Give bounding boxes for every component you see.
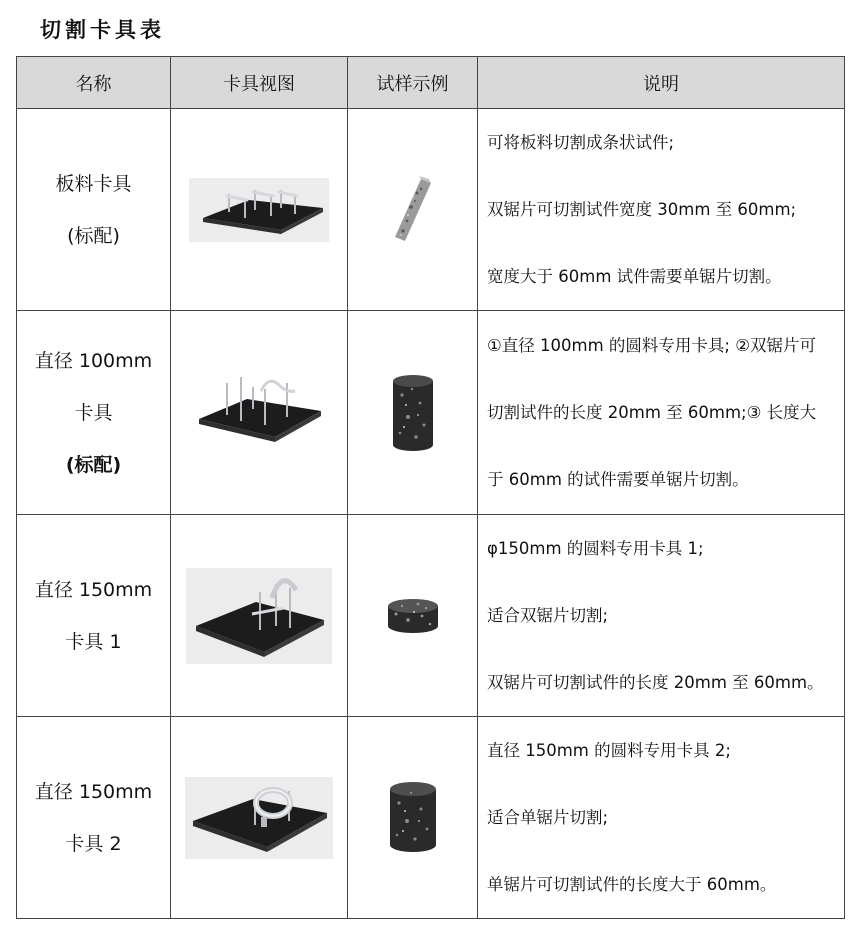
document-title: 切割卡具表 bbox=[40, 17, 165, 42]
cylinder-specimen-150-image bbox=[387, 781, 439, 855]
fixture-name-line: 直径 100mm bbox=[34, 349, 153, 372]
description-line: 可将板料切割成条状试件; bbox=[487, 133, 675, 152]
fixture-name-line: 直径 150mm bbox=[34, 780, 153, 803]
description-line: 于 60mm 的试件需要单锯片切割。 bbox=[487, 470, 749, 489]
description-cell bbox=[478, 515, 845, 717]
description-line: 双锯片可切割试件宽度 30mm 至 60mm; bbox=[487, 200, 797, 219]
fixture-name-cell bbox=[17, 311, 171, 515]
description-line: 切割试件的长度 20mm 至 60mm;③ 长度大 bbox=[487, 403, 817, 422]
round-fixture-150-2-image bbox=[185, 777, 333, 859]
description-cell bbox=[478, 109, 845, 311]
table-row bbox=[17, 311, 845, 515]
fixture-name-note: (标配) bbox=[67, 224, 120, 247]
fixture-name-line: 卡具 1 bbox=[65, 630, 122, 653]
fixture-name-cell bbox=[17, 109, 171, 311]
sample-example-cell bbox=[348, 515, 478, 717]
description-cell bbox=[478, 717, 845, 919]
fixture-name-cell bbox=[17, 515, 171, 717]
fixture-name-note: (标配) bbox=[65, 453, 122, 476]
round-fixture-100-image bbox=[191, 369, 327, 457]
plate-fixture-image bbox=[189, 178, 329, 242]
table-row bbox=[17, 515, 845, 717]
fixture-name-cell bbox=[17, 717, 171, 919]
fixture-name-line: 板料卡具 bbox=[55, 172, 132, 195]
description-line: 单锯片可切割试件的长度大于 60mm。 bbox=[487, 875, 777, 894]
fixture-view-cell bbox=[171, 515, 348, 717]
fixture-name-line: 卡具 bbox=[74, 401, 113, 424]
header-sample-example: 试样示例 bbox=[348, 57, 478, 109]
disc-specimen-150-image bbox=[384, 596, 442, 636]
cylinder-specimen-100-image bbox=[390, 373, 436, 453]
sample-example-cell bbox=[348, 717, 478, 919]
description-line: 双锯片可切割试件的长度 20mm 至 60mm。 bbox=[487, 673, 824, 692]
round-fixture-150-1-image bbox=[186, 568, 332, 664]
table-row bbox=[17, 717, 845, 919]
description-line: ①直径 100mm 的圆料专用卡具; ②双锯片可 bbox=[487, 336, 817, 355]
description-cell bbox=[478, 311, 845, 515]
sample-example-cell bbox=[348, 311, 478, 515]
plate-specimen-image bbox=[391, 175, 435, 245]
header-fixture-view: 卡具视图 bbox=[171, 57, 348, 109]
description-line: 适合双锯片切割; bbox=[487, 606, 609, 625]
fixture-name-line: 直径 150mm bbox=[34, 578, 153, 601]
fixture-name-line: 卡具 2 bbox=[65, 832, 122, 855]
fixture-table bbox=[16, 56, 845, 919]
fixture-view-cell bbox=[171, 109, 348, 311]
header-description: 说明 bbox=[478, 57, 845, 109]
table-header-row bbox=[17, 57, 845, 109]
fixture-view-cell bbox=[171, 311, 348, 515]
description-line: 直径 150mm 的圆料专用卡具 2; bbox=[487, 741, 731, 760]
description-line: 适合单锯片切割; bbox=[487, 808, 609, 827]
fixture-view-cell bbox=[171, 717, 348, 919]
description-line: φ150mm 的圆料专用卡具 1; bbox=[487, 539, 704, 558]
table-row bbox=[17, 109, 845, 311]
sample-example-cell bbox=[348, 109, 478, 311]
header-name: 名称 bbox=[17, 57, 171, 109]
description-line: 宽度大于 60mm 试件需要单锯片切割。 bbox=[487, 267, 782, 286]
